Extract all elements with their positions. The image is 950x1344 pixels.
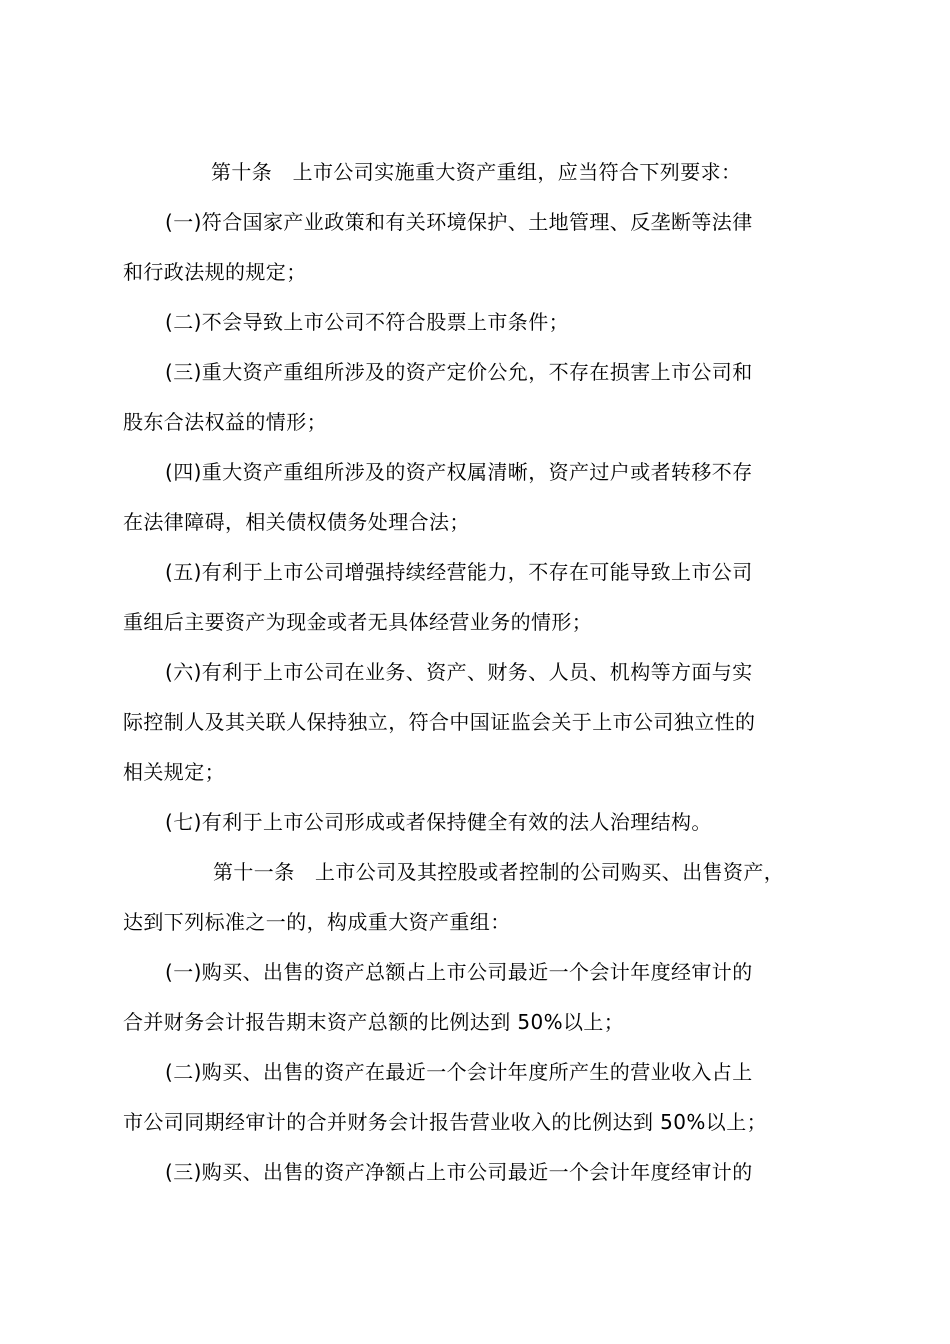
text-line: 重组后主要资产为现金或者无具体经营业务的情形； [123,610,593,634]
text-line: 第十一条 上市公司及其控股或者控制的公司购买、出售资产， [213,860,785,884]
text-line: (三)重大资产重组所涉及的资产定价公允，不存在损害上市公司和 [165,360,753,384]
text-line: 第十条 上市公司实施重大资产重组，应当符合下列要求： [211,160,742,184]
text-line: (一)符合国家产业政策和有关环境保护、土地管理、反垄断等法律 [165,210,753,234]
text-line: (三)购买、出售的资产净额占上市公司最近一个会计年度经审计的 [165,1160,753,1184]
text-line: 相关规定； [123,760,225,784]
text-line: (一)购买、出售的资产总额占上市公司最近一个会计年度经审计的 [165,960,753,984]
text-line: (五)有利于上市公司增强持续经营能力，不存在可能导致上市公司 [165,560,753,584]
text-line: (七)有利于上市公司形成或者保持健全有效的法人治理结构。 [165,810,712,834]
text-line: 际控制人及其关联人保持独立，符合中国证监会关于上市公司独立性的 [123,710,756,734]
text-line: 市公司同期经审计的合并财务会计报告营业收入的比例达到 50%以上； [123,1110,768,1134]
text-line: 股东合法权益的情形； [123,410,327,434]
text-line: 达到下列标准之一的，构成重大资产重组： [123,910,511,934]
text-line: 和行政法规的规定； [123,260,307,284]
text-line: (二)不会导致上市公司不符合股票上市条件； [165,310,570,334]
text-line: (六)有利于上市公司在业务、资产、财务、人员、机构等方面与实 [165,660,753,684]
document-body [123,152,823,1193]
text-line: 在法律障碍，相关债权债务处理合法； [123,510,470,534]
text-line: (四)重大资产重组所涉及的资产权属清晰，资产过户或者转移不存 [165,460,753,484]
text-line: (二)购买、出售的资产在最近一个会计年度所产生的营业收入占上 [165,1060,753,1084]
text-line: 合并财务会计报告期末资产总额的比例达到 50%以上； [123,1010,625,1034]
